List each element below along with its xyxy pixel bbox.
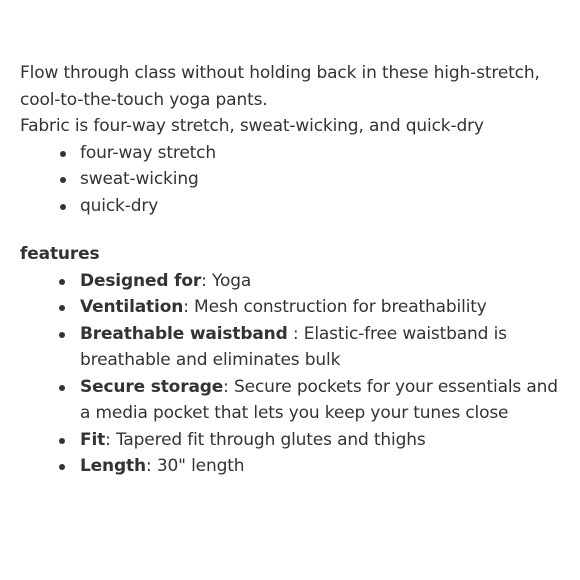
feature-separator: : bbox=[105, 429, 116, 450]
feature-item-fit bbox=[80, 427, 565, 454]
feature-name: Secure storage bbox=[80, 376, 224, 397]
intro-line-1: Flow through class without holding back in these high-stretch, bbox=[20, 63, 540, 83]
feature-text: Secure pockets for your essentials and a media pocket that lets you keep your tunes close bbox=[80, 376, 558, 423]
bullet-icon bbox=[59, 332, 65, 338]
feature-name: Ventilation bbox=[80, 297, 184, 317]
bullet-icon bbox=[59, 464, 65, 470]
feature-separator: : bbox=[223, 376, 235, 397]
feature-text: Tapered fit through glutes and thighs bbox=[115, 429, 426, 450]
feature-item-designed-for bbox=[80, 268, 565, 295]
fabric-line: Fabric is four-way stretch, sweat-wicking, and quick-dry bbox=[20, 116, 484, 136]
feature-item-breathable-waistband bbox=[80, 321, 565, 374]
feature-separator: : bbox=[201, 270, 212, 291]
feature-separator: : bbox=[183, 297, 195, 317]
bullet-icon bbox=[60, 204, 66, 210]
feature-text: 30" length bbox=[156, 456, 245, 476]
feature-name: Fit bbox=[80, 429, 106, 450]
bullet-icon bbox=[59, 438, 65, 444]
feature-name: Length bbox=[80, 456, 146, 476]
feature-text: Yoga bbox=[211, 270, 252, 291]
list-item-text: four-way stretch bbox=[80, 142, 216, 163]
list-item bbox=[60, 193, 565, 220]
feature-name: Designed for bbox=[80, 270, 202, 291]
list-item-text: sweat-wicking bbox=[80, 169, 199, 189]
feature-separator: : bbox=[287, 323, 304, 344]
list-item bbox=[60, 140, 565, 167]
bullet-icon bbox=[60, 177, 66, 183]
fabric-list bbox=[20, 140, 565, 220]
intro-paragraph bbox=[20, 60, 565, 140]
bullet-icon bbox=[59, 279, 65, 285]
feature-item-ventilation bbox=[80, 294, 565, 321]
feature-separator: : bbox=[145, 456, 157, 476]
feature-text: Elastic-free waistband is breathable and eliminates bulk bbox=[80, 323, 507, 370]
features-list bbox=[20, 268, 565, 480]
bullet-icon bbox=[59, 385, 65, 391]
list-item-text: quick-dry bbox=[80, 195, 159, 216]
bullet-icon bbox=[59, 305, 65, 311]
bullet-icon bbox=[60, 151, 66, 157]
features-heading: features bbox=[20, 244, 100, 264]
feature-item-length bbox=[80, 453, 565, 480]
feature-name: Breathable waistband bbox=[80, 323, 288, 344]
intro-line-2: cool-to-the-touch yoga pants. bbox=[20, 89, 268, 110]
product-description bbox=[20, 60, 565, 480]
list-item bbox=[60, 166, 565, 193]
feature-text: Mesh construction for breathability bbox=[194, 297, 487, 317]
feature-item-secure-storage bbox=[80, 374, 565, 427]
